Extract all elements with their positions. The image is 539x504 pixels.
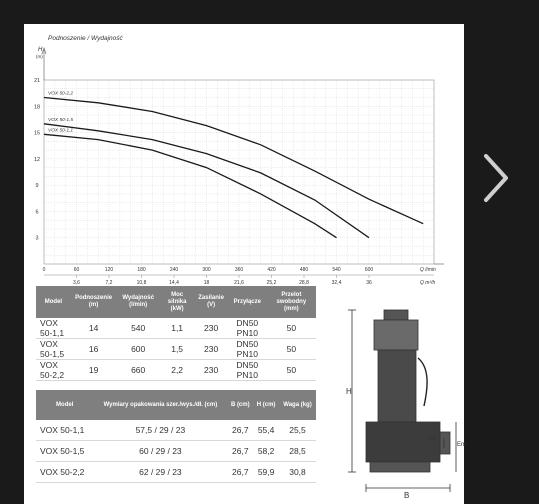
x-tick-label: 360 (234, 267, 244, 273)
x-tick-label: 480 (299, 267, 309, 273)
x-tick-label: 180 (137, 267, 146, 273)
label-b: B (404, 491, 410, 500)
x-tick-label-secondary: 18 (203, 280, 210, 286)
x-axis-unit-primary: Q l/min (420, 267, 436, 273)
chevron-right-icon (478, 148, 512, 208)
cell-weight: 28,5 (279, 441, 316, 462)
col-model: Model (36, 286, 71, 318)
cell-head: 16 (71, 339, 117, 360)
next-slide-button[interactable] (478, 148, 512, 208)
cell-voltage: 230 (194, 318, 228, 339)
x-tick-label-secondary: 14,4 (169, 280, 179, 286)
x-tick-label-secondary: 28,8 (299, 280, 309, 286)
cell-weight: 25,5 (279, 420, 316, 441)
col-b: B (cm) (227, 390, 253, 420)
table-row (36, 339, 316, 360)
cell-weight: 30,8 (279, 462, 316, 483)
cell-model: VOX 50-2,2 (36, 360, 71, 381)
col-model: Model (36, 390, 93, 420)
drawing-volute (366, 422, 440, 462)
x-tick-label: 420 (267, 267, 276, 273)
cell-model: VOX 50-1,5 (36, 441, 93, 462)
cell-model: VOX 50-2,2 (36, 462, 93, 483)
x-axis-unit-secondary: Q m³/h (420, 280, 436, 286)
cell-flow: 540 (116, 318, 160, 339)
cell-model: VOX 50-1,5 (36, 339, 71, 360)
x-tick-label: 600 (364, 267, 374, 273)
cell-power: 1,5 (160, 339, 194, 360)
cell-flow: 600 (116, 339, 160, 360)
x-tick-label-secondary: 10,8 (136, 280, 147, 286)
cell-connection: DN50 PN10 (228, 339, 267, 360)
table-header-row (36, 390, 316, 420)
x-tick-label: 540 (332, 267, 341, 273)
drawing-cable (418, 358, 427, 406)
x-tick-label-secondary: 21,6 (234, 280, 244, 286)
cell-head: 19 (71, 360, 117, 381)
col-weight: Waga (kg) (279, 390, 316, 420)
x-tick-label-secondary: 36 (366, 280, 372, 286)
label-h: H (346, 387, 352, 396)
table-row (36, 360, 316, 381)
cell-h: 55,4 (253, 420, 279, 441)
drawing-base (370, 462, 430, 472)
cell-voltage: 230 (194, 360, 228, 381)
x-tick-label-secondary: 3,6 (73, 280, 80, 286)
chart-title: Podnoszenie / Wydajność (48, 35, 123, 42)
col-connection: Przyłącze (228, 286, 267, 318)
y-tick-label: 9 (35, 183, 39, 190)
table-header-row (36, 286, 316, 318)
cell-free-passage: 50 (267, 360, 316, 381)
y-tick-label: 15 (33, 130, 41, 137)
cell-power: 2,2 (160, 360, 194, 381)
y-tick-label: 21 (33, 78, 41, 84)
table-row (36, 462, 316, 483)
pump-curve-chart (24, 24, 464, 286)
drawing-outlet-flange (440, 432, 450, 454)
x-tick-label-secondary: 25,2 (266, 280, 277, 286)
label-dn: DN (428, 436, 437, 442)
x-tick-label-secondary: 7,2 (105, 280, 113, 286)
cell-head: 14 (71, 318, 117, 339)
cell-voltage: 230 (194, 339, 228, 360)
x-tick-label: 0 (42, 267, 46, 273)
cell-model: VOX 50-1,1 (36, 420, 93, 441)
y-tick-label: 6 (35, 209, 39, 216)
y-tick-label: 3 (35, 235, 39, 242)
pump-dimension-drawing (344, 288, 466, 500)
col-package: Wymiary opakowania szer./wys./dł. (cm) (93, 390, 227, 420)
drawing-motor-top (374, 320, 418, 350)
col-power: Moc silnika (kW) (160, 286, 194, 318)
drawing-handle (384, 310, 408, 320)
spec-table-performance (36, 286, 316, 381)
cell-free-passage: 50 (267, 318, 316, 339)
drawing-motor-body (378, 350, 416, 422)
col-flow: Wydajność (l/min) (116, 286, 160, 318)
table-row (36, 318, 316, 339)
cell-b: 26,7 (227, 441, 253, 462)
y-tick-label: 12 (33, 156, 41, 163)
cell-flow: 660 (116, 360, 160, 381)
y-axis-label: H (38, 47, 43, 53)
table-row (36, 420, 316, 441)
cell-power: 1,1 (160, 318, 194, 339)
col-h: H (cm) (253, 390, 279, 420)
label-em: Em (457, 442, 466, 448)
cell-connection: DN50 PN10 (228, 360, 267, 381)
x-tick-label: 300 (202, 267, 211, 273)
cell-connection: DN50 PN10 (228, 318, 267, 339)
x-tick-label: 120 (104, 267, 114, 273)
series-label: VOX 50-2,2 (48, 91, 74, 97)
cell-h: 58,2 (253, 441, 279, 462)
col-voltage: Zasilanie (V) (194, 286, 228, 318)
table-row (36, 441, 316, 462)
cell-package: 62 / 29 / 23 (93, 462, 227, 483)
cell-package: 60 / 29 / 23 (93, 441, 227, 462)
content-panel (24, 24, 464, 504)
series-label: VOX 50-1,1 (48, 128, 74, 134)
cell-free-passage: 50 (267, 339, 316, 360)
y-axis-unit: (m) (36, 54, 43, 59)
series-label: VOX 50-1,5 (48, 117, 74, 123)
cell-package: 57,5 / 29 / 23 (93, 420, 227, 441)
cell-b: 26,7 (227, 420, 253, 441)
cell-b: 26,7 (227, 462, 253, 483)
x-tick-label: 60 (73, 267, 80, 273)
cell-model: VOX 50-1,1 (36, 318, 71, 339)
x-tick-label-secondary: 32,4 (331, 280, 342, 286)
x-tick-label: 240 (169, 267, 179, 273)
spec-table-dimensions (36, 390, 316, 483)
col-free-passage: Przelot swobodny (mm) (267, 286, 316, 318)
cell-h: 59,9 (253, 462, 279, 483)
series-line (44, 98, 423, 224)
col-head: Podnoszenie (m) (71, 286, 117, 318)
y-tick-label: 18 (33, 104, 41, 111)
